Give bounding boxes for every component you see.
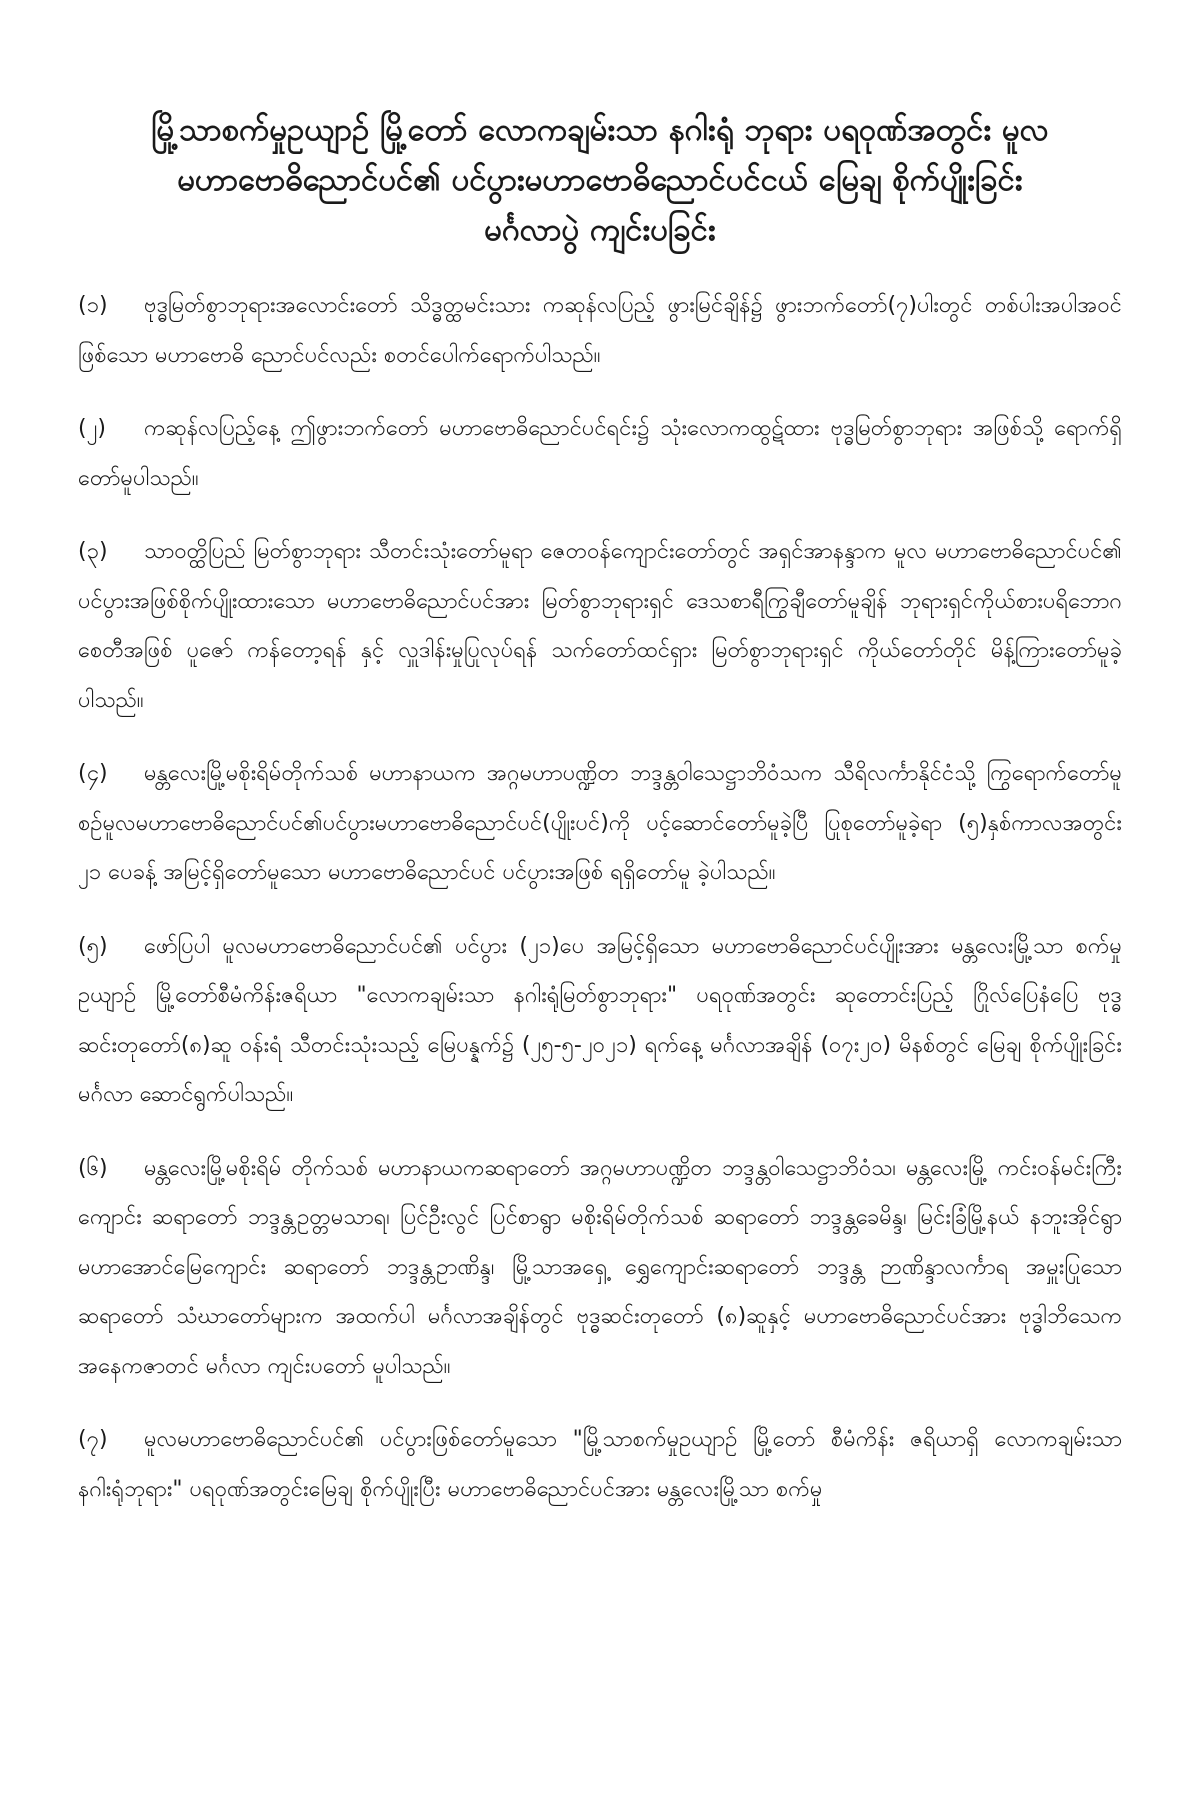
paragraph-text: မန္တလေးမြို့မစိုးရိမ် တိုက်သစ် မဟာနာယကဆရာတော် အဂ္ဂမဟာပဏ္ဍိတ ဘဒ္ဒန္တဝါသေဋ္ဌာဘိဝံသ၊ မန္တလေးမြို့ ကင်းဝန်မင်းကြီးကျောင်း ဆရာတော် ဘဒ္ဒန္တဥတ္တမသာရ၊ ပြင်ဦးလွင် ပြင်စာရွာ မစိုးရိမ်တိုက်သစ် ဆရာတော် ဘဒ္ဒန္တခေမိန္ဒ၊ မြင်းခြံမြို့နယ် နဘူးအိုင်ရွာ မဟာအောင်မြေကျောင်း ဆရာတော် ဘဒ္ဒန္တဥာဏိန္ဒ၊ မြို့သာအရှေ့ ရွှေကျောင်းဆရာတော် ဘဒ္ဒန္တ ဉာဏိန္ဒာလင်္ကာရ အမှူးပြုသော ဆရာတော် သံဃာတော်များက အထက်ပါ မင်္ဂလာအချိန်တွင် ဗုဒ္ဓဆင်းတုတော် (၈)ဆူနှင့် မဟာဗောဓိညောင်ပင်အား ဗုဒ္ဓါဘိသေက အနေကဇာတင် မင်္ဂလာ ကျင်းပတော် မူပါသည်။	[78, 1155, 1122, 1379]
paragraph-6	[78, 1144, 1122, 1392]
paragraph-5	[78, 922, 1122, 1120]
title-line-2: မဟာဗောဓိညောင်ပင်၏ ပင်ပွားမဟာဗောဓိညောင်ပင်ငယ် မြေချ စိုက်ပျိုးခြင်း	[177, 162, 1023, 198]
paragraph-number: (၅)	[78, 933, 108, 959]
paragraph-2	[78, 404, 1122, 503]
paragraph-1	[78, 281, 1122, 380]
paragraph-number: (၆)	[78, 1155, 108, 1181]
title-line-1: မြို့သာစက်မှုဥယျာဉ် မြို့တော် လောကချမ်းသာ နဂါးရုံ ဘုရား ပရဝုဏ်အတွင်း မူလ	[151, 112, 1049, 148]
paragraph-text: သာဝတ္ထိပြည် မြတ်စွာဘုရား သီတင်းသုံးတော်မူရာ ဇေတဝန်ကျောင်းတော်တွင် အရှင်အာနန္ဒာက မူလ မဟာဗောဓိညောင်ပင်၏ ပင်ပွားအဖြစ်စိုက်ပျိုးထားသော မဟာဗောဓိညောင်ပင်အား မြတ်စွာဘုရားရှင် ဒေသစာရီကြွချီတော်မူချိန် ဘုရားရှင်ကိုယ်စားပရိဘောဂ စေတီအဖြစ် ပူဇော် ကန်တော့ရန် နှင့် လှူဒါန်းမှုပြုလုပ်ရန် သက်တော်ထင်ရှား မြတ်စွာဘုရားရှင် ကိုယ်တော်တိုင် မိန့်ကြားတော်မူခဲ့ပါသည်။	[78, 539, 1122, 713]
paragraph-number: (၇)	[78, 1427, 108, 1452]
paragraph-7	[78, 1415, 1122, 1514]
paragraph-text: ဗုဒ္ဓမြတ်စွာဘုရားအလောင်းတော် သိဒ္ဓတ္ထမင်းသား ကဆုန်လပြည့် ဖွားမြင်ချိန်၌ ဖွားဘက်တော်(၇)ပါးတွင် တစ်ပါးအပါအဝင်ဖြစ်သော မဟာဗောဓိ ညောင်ပင်လည်း စတင်ပေါက်ရောက်ပါသည်။	[78, 293, 1122, 368]
document-title	[78, 105, 1122, 255]
paragraph-text: မူလမဟာဗောဓိညောင်ပင်၏ ပင်ပွားဖြစ်တော်မူသော "မြို့သာစက်မှုဥယျာဉ် မြို့တော် စီမံကိန်း ဇရိယာရှိ လောကချမ်းသာ နဂါးရုံဘုရား" ပရဝုဏ်အတွင်းမြေချ စိုက်ပျိုးပြီး မဟာဗောဓိညောင်ပင်အား မန္တလေးမြို့သာ စက်မှု	[78, 1427, 1122, 1502]
paragraph-number: (၄)	[78, 761, 108, 786]
paragraph-4	[78, 749, 1122, 898]
paragraph-number: (၁)	[78, 293, 108, 318]
paragraph-text: မန္တလေးမြို့မစိုးရိမ်တိုက်သစ် မဟာနာယက အဂ္ဂမဟာပဏ္ဍိတ ဘဒ္ဒန္တဝါသေဋ္ဌာဘိဝံသက သီရိလင်္ကာနိုင်ငံသို့ ကြွရောက်တော်မူစဉ်မူလမဟာဗောဓိညောင်ပင်၏ပင်ပွားမဟာဗောဓိညောင်ပင်(ပျိုးပင်)ကို ပင့်ဆောင်တော်မူခဲ့ပြီ ပြုစုတော်မူခဲ့ရာ (၅)နှစ်ကာလအတွင်း ၂၁ ပေခန့် အမြင့်ရှိတော်မူသော မဟာဗောဓိညောင်ပင် ပင်ပွားအဖြစ် ရရှိတော်မူ ခဲ့ပါသည်။	[78, 761, 1122, 885]
paragraph-number: (၂)	[78, 416, 106, 441]
paragraph-text: ကဆုန်လပြည့်နေ့ ဤဖွားဘက်တော် မဟာဗောဓိညောင်ပင်ရင်း၌ သုံးလောကထွဋ်ထား ဗုဒ္ဓမြတ်စွာဘုရား အဖြစ်သို့ ရောက်ရှိ တော်မူပါသည်။	[78, 416, 1122, 491]
paragraph-3	[78, 527, 1122, 725]
paragraph-number: (၃)	[78, 539, 108, 564]
title-line-3: မင်္ဂလာပွဲ ကျင်းပခြင်း	[484, 212, 716, 248]
paragraph-text: ဖော်ပြပါ မူလမဟာဗောဓိညောင်ပင်၏ ပင်ပွား (၂၁)ပေ အမြင့်ရှိသော မဟာဗောဓိညောင်ပင်ပျိုးအား မန္တလေးမြို့သာ စက်မှုဥယျာဉ် မြို့တော်စီမံကိန်းဇရိယာ "လောကချမ်းသာ နဂါးရုံမြတ်စွာဘုရား" ပရဝုဏ်အတွင်း ဆုတောင်းပြည့် ဂြိုလ်ပြေနံပြေ ဗုဒ္ဓဆင်းတုတော်(၈)ဆူ ဝန်းရံ သီတင်းသုံးသည့် မြေပန္နက်၌ (၂၅-၅-၂၀၂၁) ရက်နေ့ မင်္ဂလာအချိန် (၀၇း၂၀) မိနစ်တွင် မြေချ စိုက်ပျိုးခြင်း မင်္ဂလာ ဆောင်ရွက်ပါသည်။	[78, 933, 1122, 1107]
